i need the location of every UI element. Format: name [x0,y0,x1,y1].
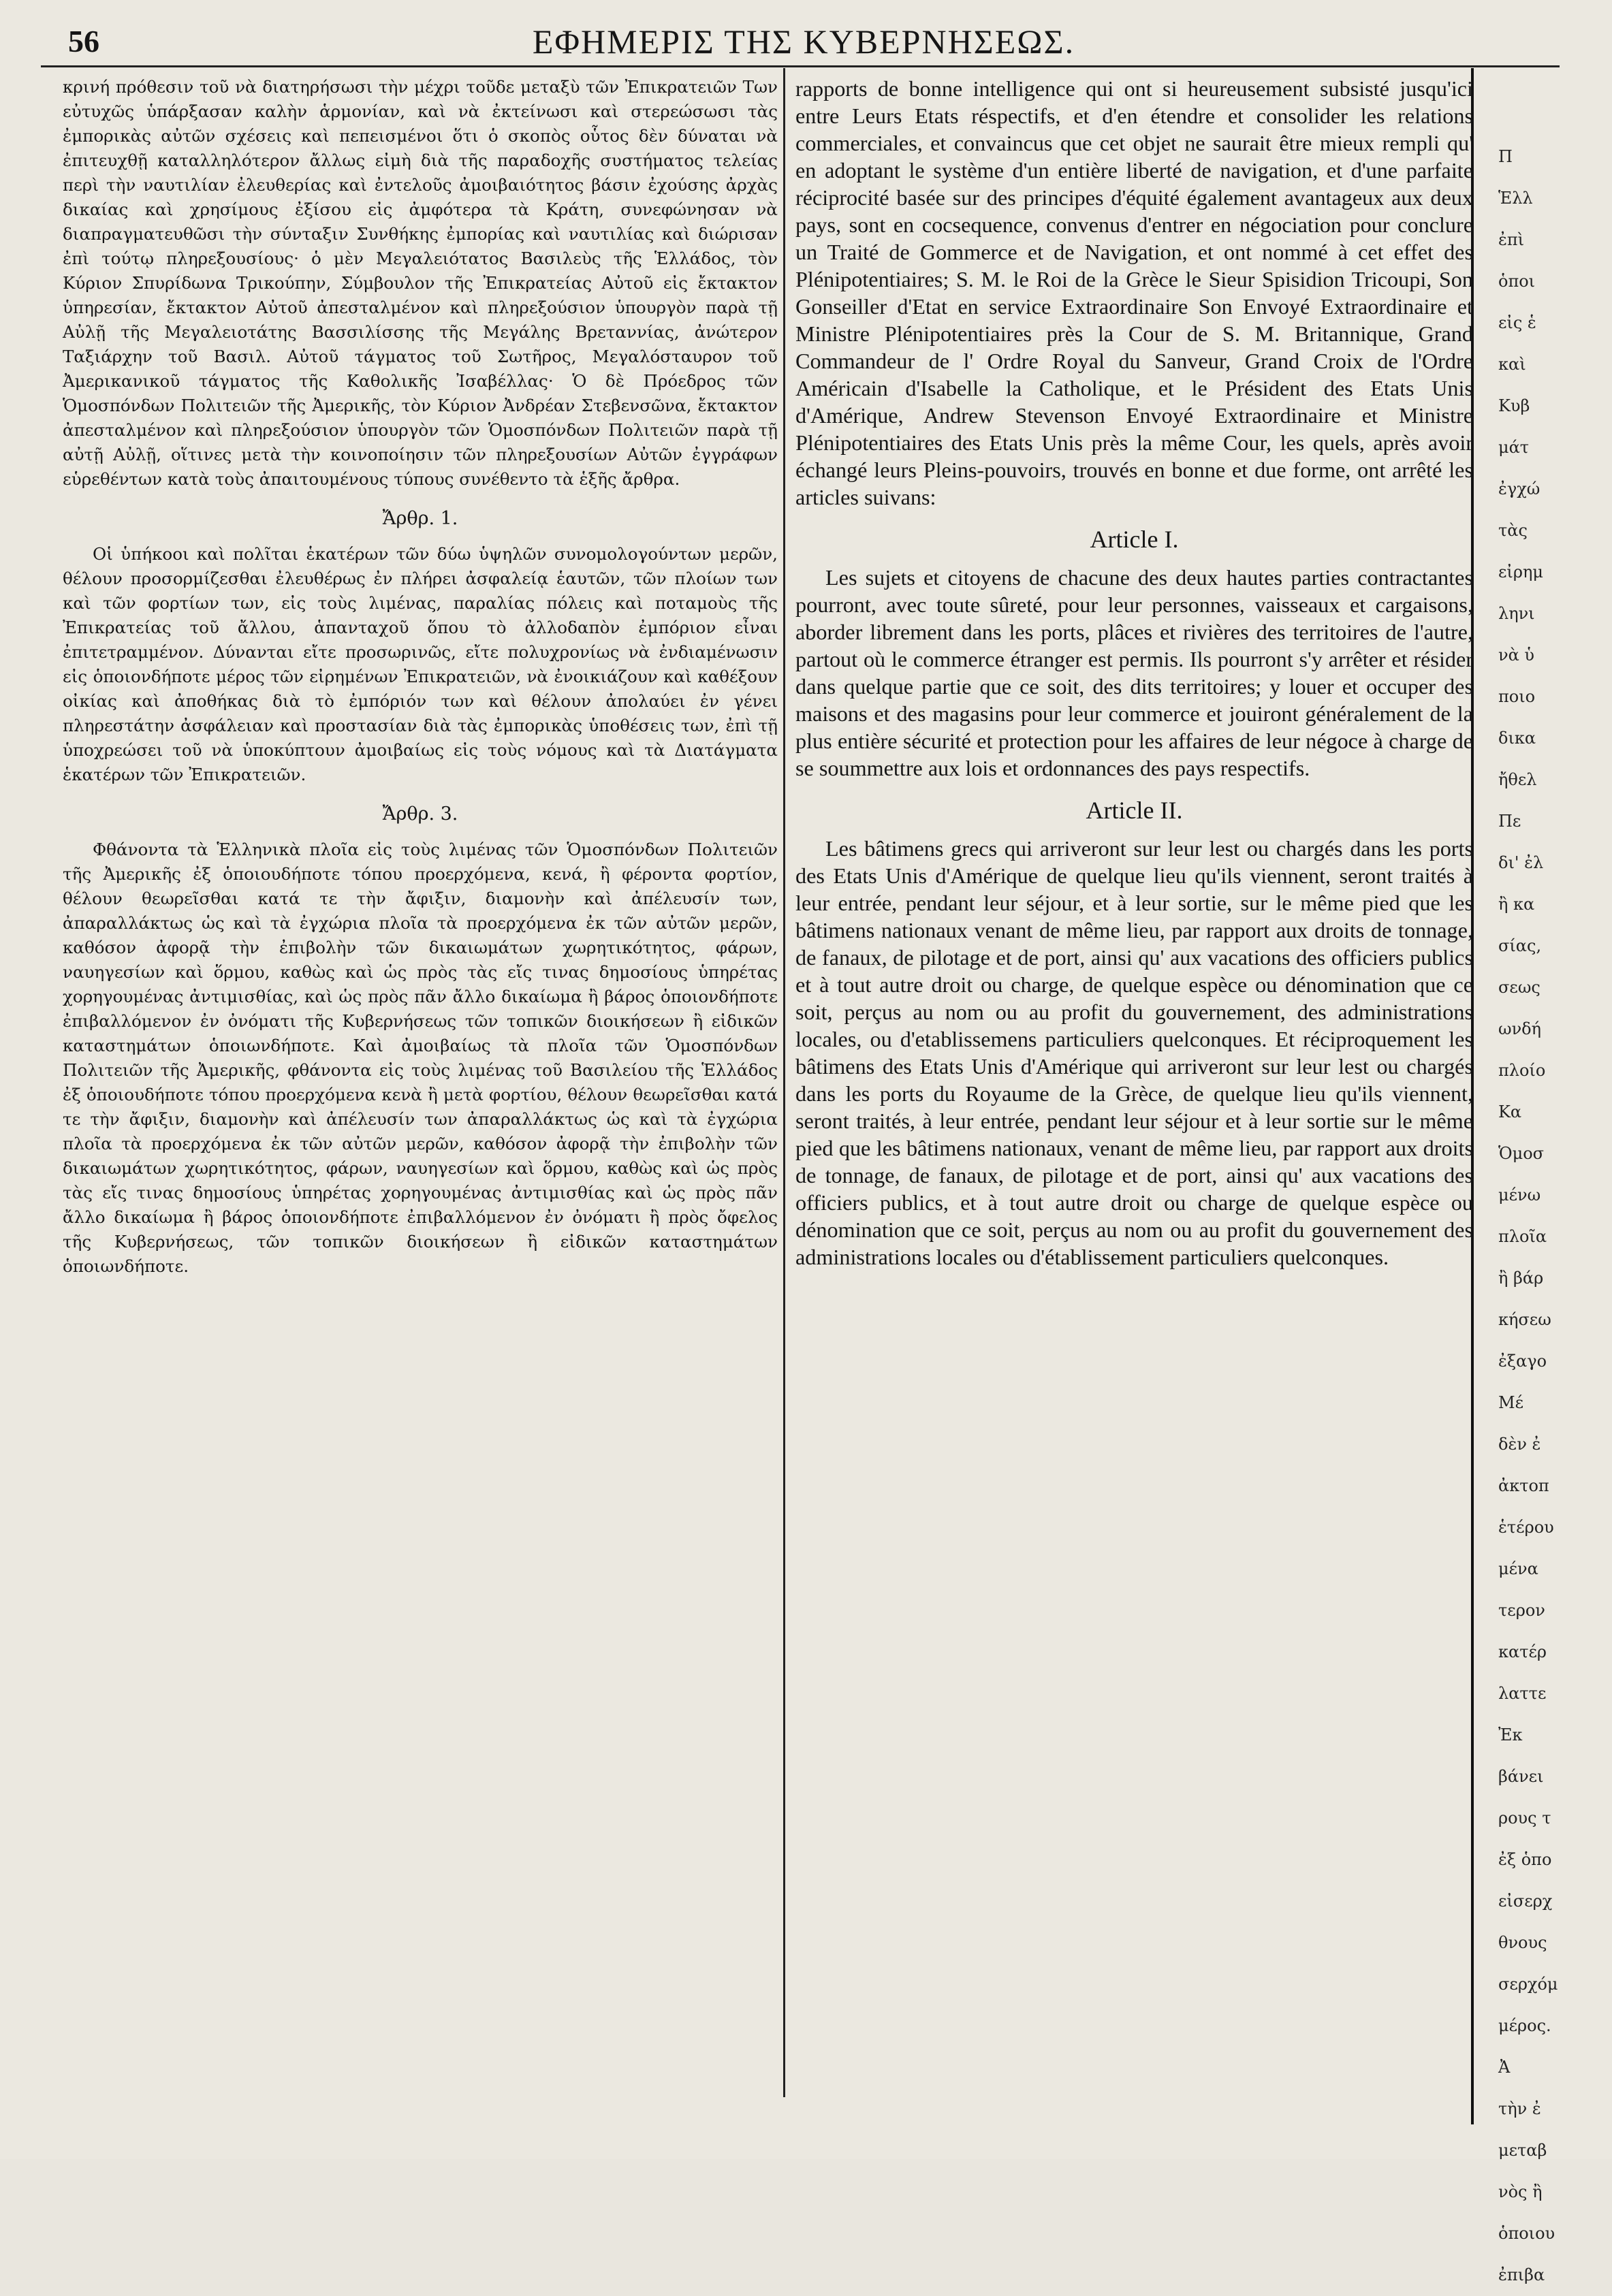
french-article-1-text: Les sujets et citoyens de chacune des deux hautes parties contractantes pourront, avec toute sûreté, pour leur personnes, vaisseaux et cargaisons, aborder librement dans les ports, plâces et rivières des territoires de l'autre, partout où le commerce étranger est permis. Ils pourront s'y arrêter et résider dans quelque partie que ce soit, des dits territoires; y louer et occuper des maisons et des magasins pour leur commerce et jouiront généralement de la plus entière sécurité et protection pour les affaires de leur négoce à charge de se soummettre aux lois et ordonnances des pays respectifs. [795,565,1473,780]
margin-fragment: ἀκτοπ [1498,1476,1549,1495]
margin-fragment: Μέ [1498,1393,1524,1412]
french-column [795,75,1473,1271]
greek-article-1-text: Οἱ ὑπήκοοι καὶ πολῖται ἑκατέρων τῶν δύω ὑψηλῶν συνομολογούντων μερῶν, θέλουν προσορμίζεσθαι ἐλευθέρως ἐν πλήρει ἀσφαλείᾳ ἑαυτῶν, τῶν πλοίων των καὶ τῶν φορτίων των, εἰς τοὺς λιμένας, παραλίας πόλεις καὶ ποταμοὺς τῆς Ἐπικρατείας τοῦ ἄλλου, ἁπανταχοῦ ὅπου τὸ ἀλλοδαπὸν ἐμπόριον εἶναι ἐπιτετραμμένον. Δύνανται εἴτε προσωρινῶς, εἴτε πολυχρονίως νὰ ἐνδιαμένωσιν εἰς ὁποιονδήποτε μέρος τῶν εἰρημένων Ἐπικρατειῶν, νὰ ἐνοικιάζουν καὶ καθέξουν οἰκίας καὶ ἀποθήκας διὰ τὸ ἐμπόριόν των καὶ θέλουν ἀπολαύει ἐν γένει πληρεστάτην ἀσφάλειαν καὶ προστασίαν διὰ τὰς ἐμπορικὰς ὑποθέσεις των, ἐπὶ τῇ ὑποχρεώσει τοῦ νὰ ὑποκύπτουν ἀμοιβαίως εἰς τοὺς νόμους καὶ τὰ Διατάγματα ἑκατέρων τῶν Ἐπικρατειῶν. [63,544,778,784]
margin-fragment: ληνι [1498,604,1535,623]
margin-fragment: μεταβ [1498,2141,1547,2160]
margin-fragment: μένω [1498,1185,1541,1205]
page-header [41,14,1539,68]
margin-fragment: Π [1498,147,1513,166]
margin-fragment: κήσεω [1498,1310,1551,1329]
margin-fragment: ὁποιου [1498,2224,1555,2243]
margin-fragment: εἰς ἑ [1498,313,1536,332]
margin-fragment: δικα [1498,729,1536,748]
greek-article-3-text: Φθάνοντα τὰ Ἑλληνικὰ πλοῖα εἰς τοὺς λιμένας τῶν Ὁμοσπόνδων Πολιτειῶν τῆς Ἀμερικῆς ἐξ ὁποιουδήποτε τόπου προερχόμενα, κενά, ἢ φέροντα φορτίον, θέλουν θεωρεῖσθαι κατά τε τὴν ἄφιξιν, διαμονὴν καὶ ἀπέλευσίν των, ἀπαραλλάκτως ὡς καὶ τὰ ἐγχώρια πλοῖα τὰ προερχόμενα ἐκ τῶν αὐτῶν μερῶν, καθόσον ἀφορᾷ τὴν ἐπιβολὴν τῶν δικαιωμάτων χωρητικότητος, φάρων, ναυηγεσίων καὶ ὅρμου, καθὼς καὶ ὡς πρὸς τὰς εἴς τινας δημοσίους ὑπηρέτας χορηγουμένας ἀντιμισθίας, καὶ ὡς πρὸς πᾶν ἄλλο δικαίωμα ἢ βάρος ὁποιονδήποτε ἐπιβαλλόμενον ἐν ὀνόματι τῆς Κυβερνήσεως τῶν τοπικῶν διοικήσεων ἢ εἰδικῶν καταστημάτων ὁποιωνδήποτε. Καὶ ἀμοιβαίως τὰ πλοῖα τῶν Ὁμοσπόνδων Πολιτειῶν τῆς Ἀμερικῆς, φθάνοντα εἰς τοὺς λιμένας τοῦ Βασιλείου τῆς Ἑλλάδος ἐξ ὁποιουδήποτε τόπου προερχόμενα κενὰ ἢ μετὰ φορτίου, θέλουν θεωρεῖσθαι κατά τε τὴν ἄφιξιν, διαμονὴν καὶ ἀπέλευσίν των ἀπαραλλάκτως ὡς καὶ τὰ ἐγχώρια πλοῖα τὰ προερχόμενα ἐκ τῶν αὐτῶν μερῶν, καθόσον ἀφορᾷ τὴν ἐπιβολὴν τῶν δικαιωμάτων χωρητικότητος, φάρων, ναυηγεσίων καὶ ὅρμου, καθὼς καὶ ὡς πρὸς τὰς εἴς τινας δημοσίους ὑπηρέτας χορηγουμένας ἀντιμισθίας καὶ ὡς πρὸς πᾶν ἄλλο δικαίωμα ἢ βάρος ὁποιονδήποτε ἐπιβαλλόμενον ἐν ὀνόματι ἢ πρὸς ὄφελος τῆς Κυβερνήσεως, τῶν τοπικῶν διοικήσεων ἢ εἰδικῶν καταστημάτων ὁποιωνδήποτε. [63,840,778,1276]
margin-fragment: ἐπὶ [1498,230,1525,249]
margin-fragment: τὴν ἐ [1498,2099,1541,2118]
margin-fragment: Ἀ [1498,2058,1511,2077]
page-number: 56 [68,24,99,59]
margin-fragment: ποιο [1498,687,1536,706]
greek-article-3-heading: Ἄρθρ. 3. [382,803,458,825]
french-article-1-heading: Article I. [1090,526,1179,553]
margin-fragment: εἰρημ [1498,562,1543,581]
margin-fragment: δι' ἐλ [1498,853,1544,872]
margin-fragment: δὲν ἐ [1498,1435,1541,1454]
margin-fragment: ἑτέρου [1498,1518,1554,1537]
margin-fragment: κατέρ [1498,1642,1547,1661]
french-intro-paragraph: rapports de bonne intelligence qui ont si heureusement subsisté jusqu'ici entre Leurs Etats réspectifs, et d'en étendre et consolider les relations commerciales, et convaincus que cet objet ne saurait être mieux rempli qu' en adoptant le système d'un entière liberté de navigation, et d'une parfaite réciprocité basée sur des principes d'équité également avantageux aux deux pays, sont en cocsequence, convenus d'entrer en négociation pour conclure un Traité de Gommerce et de Navigation, et ont nommé à cet effet des Plénipotentiaires; S. M. le Roi de la Grèce le Sieur Spisidion Tricoupi, Son Gonseiller d'Etat en service Extraordinaire Son Envoyé Extraordinaire et Ministre Plénipotentiaires près la Cour de S. M. Britannique, Grand Commandeur de l' Ordre Royal du Sanveur, Grand Croix de l'Ordre Américain d'Isabelle la Catholique, et le Président des Etats Unis d'Amérique, Andrew Stevenson Envoyé Extraordinaire et Ministre Plénipotentiaires des Etats Unis près la même Cour, les quels, après avoir échangé leurs Pleins-pouvoirs, trouvés en bonne et due forme, ont arrêté les articles suivans: [795,76,1473,509]
margin-fragment: εἰσερχ [1498,1892,1553,1911]
greek-column [63,75,778,1279]
margin-fragment: ὁποι [1498,272,1536,291]
margin-fragment: θνους [1498,1933,1547,1952]
margin-fragment: ἐξ ὁπο [1498,1850,1552,1869]
margin-fragment: τὰς [1498,521,1528,540]
margin-fragment: πλοῖα [1498,1227,1547,1246]
margin-fragment: σερχόμ [1498,1975,1558,1994]
journal-title: ΕΦΗΜΕΡΙΣ ΤΗΣ ΚΥΒΕΡΝΗΣΕΩΣ. [532,22,1075,61]
margin-fragment: τερον [1498,1601,1545,1620]
margin-fragment: ἐξαγο [1498,1352,1547,1371]
margin-fragment: σίας, [1498,936,1542,955]
margin-fragment: Πε [1498,812,1521,831]
margin-fragment: σεως [1498,978,1540,997]
margin-fragment: Ἑλλ [1498,189,1533,208]
margin-fragment: μένα [1498,1559,1538,1578]
margin-fragment: ἢ βάρ [1498,1269,1544,1288]
french-article-2-heading: Article II. [1086,797,1183,824]
french-article-2-text: Les bâtimens grecs qui arriveront sur leur lest ou chargés dans les ports des Etats Unis d'Amérique de quelque lieu qu'ils viennent, seront traités à leur entrée, pendant leur séjour, et à leur sortie, sur le même pied que les bâtimens nationaux venant de même lieu, par rapport aux droits de tonnage, de fanaux, de pilotage et de port, ainsi qu' aux vacations des officiers publics et à tout autre droit ou charge, de quelque espèce ou dénomination que ce soit, perçus au nom ou au profit du gouvernement, des administrations locales, ou d'etablissemens particuliers quelconques. Et réciproquement les bâtimens des Etats Unis d'Amérique qui arriveront sur leur lest ou chargés dans les ports du Royaume de la Grèce, de quelque lieu qu'ils viennent, seront traités, à leur entrée, pendant leur séjour et à leur sortie sur le même pied que les bâtimens nationaux, venant de même lieu, par rapport aux droits de tonnage, de fanaux, de pilotage et de port, ainsi qu' aux vacations des officiers publics, et à tout autre droit ou charge de quelque espèce ou dénomination que ce soit, perçus au nom ou au profit du gouvernement des administrations locales ou d'établissement particuliers quelconques. [795,836,1473,1269]
margin-fragment: Ὁμοσ [1498,1144,1545,1163]
margin-fragment: μάτ [1498,438,1530,457]
margin-fragment: ρους τ [1498,1808,1551,1828]
margin-fragment: ἐγχώ [1498,479,1540,498]
margin-fragment: μέρος. [1498,2016,1551,2035]
greek-intro-paragraph: κρινή πρόθεσιν τοῦ νὰ διατηρήσωσι τὴν μέχρι τοῦδε μεταξὺ τῶν Ἐπικρατειῶν Των εὐτυχῶς ὑπάρξασαν καλὴν ἁρμονίαν, καὶ νὰ ἐκτείνωσι καὶ στερεώσωσι τὰς ἐμπορικὰς αὐτῶν σχέσεις καὶ πεπεισμένοι ὅτι ὁ σκοπὸς οὗτος δὲν δύναται νὰ ἐπιτευχθῇ καταλληλότερον ἄλλως εἰμὴ διὰ τῆς παραδοχῆς συστήματος τελείας περὶ τὴν ναυτιλίαν ἐλευθερίας καὶ ἐντελοῦς ἀμοιβαιότητος βάσιν ἐχούσης ἀρχὰς δικαίας καὶ χρησίμους ἐξίσου εἰς ἀμφότερα τὰ Κράτη, συνεφώνησαν νὰ διαπραγματευθῶσι τὴν σύνταξιν Συνθήκης ἐμπορίας καὶ ναυτιλίας καὶ διώρισαν ἐπὶ τούτῳ πληρεξουσίους· ὁ μὲν Μεγαλειότατος Βασιλεὺς τῆς Ἑλλάδος, τὸν Κύριον Σπυρίδωνα Τρικούπην, Σύμβουλον τῆς Ἐπικρατείας Αὐτοῦ εἰς ἔκτακτον ὑπηρεσίαν, ἔκτακτον Αὐτοῦ ἀπεσταλμένον καὶ πληρεξούσιον ὑπουργὸν παρὰ τῇ Αὐλῇ τῆς Μεγαλειοτάτης Βασσιλίσσης τῆς Μεγάλης Βρεταννίας, ἀνώτερον Ταξιάρχην τοῦ Βασιλ. Αὐτοῦ τάγματος τοῦ Σωτῆρος, Μεγαλόσταυρον τοῦ Ἀμερικανικοῦ τάγματος τῆς Καθολικῆς Ἰσαβέλλας· Ὁ δὲ Πρόεδρος τῶν Ὁμοσπόνδων Πολιτειῶν τῆς Ἀμερικῆς, τὸν Κύριον Ἀνδρέαν Στεβενσῶνα, ἔκτακτον ἀπεσταλμένον καὶ πληρεξούσιον ὑπουργὸν τῶν Ὁμοσπόνδων Πολιτειῶν παρὰ τῇ αὐτῇ Αὐλῇ, οἵτινες μετὰ τὴν κοινοποίησιν τῶν πληρεξουσίων Αὐτῶν ἐγγράφων εὑρεθέντων κατὰ τοὺς ἀπαιτουμένους τύπους συνέθεντο τὰ ἑξῆς ἄρθρα. [63,77,778,489]
margin-fragment: ἢ κα [1498,895,1535,914]
header-rule [41,65,1560,67]
margin-fragment: νὸς ἢ [1498,2182,1543,2201]
margin-fragment: βάνει [1498,1767,1544,1786]
margin-fragment: Ἐκ [1498,1725,1523,1744]
margin-fragment: ωνδή [1498,1019,1541,1038]
margin-fragment: λαττε [1498,1684,1547,1703]
margin-fragment: Κυβ [1498,396,1530,415]
greek-article-1-heading: Ἄρθρ. 1. [382,508,458,529]
column-divider [783,68,785,2097]
margin-fragment: ἐπιβα [1498,2265,1545,2284]
adjacent-page-margin [1498,136,1607,2284]
margin-fragment: ἤθελ [1498,770,1537,789]
margin-fragment: πλοίο [1498,1061,1546,1080]
margin-fragment: καὶ [1498,355,1526,374]
margin-fragment: Κα [1498,1102,1522,1121]
margin-fragment: νὰ ὑ [1498,645,1535,665]
